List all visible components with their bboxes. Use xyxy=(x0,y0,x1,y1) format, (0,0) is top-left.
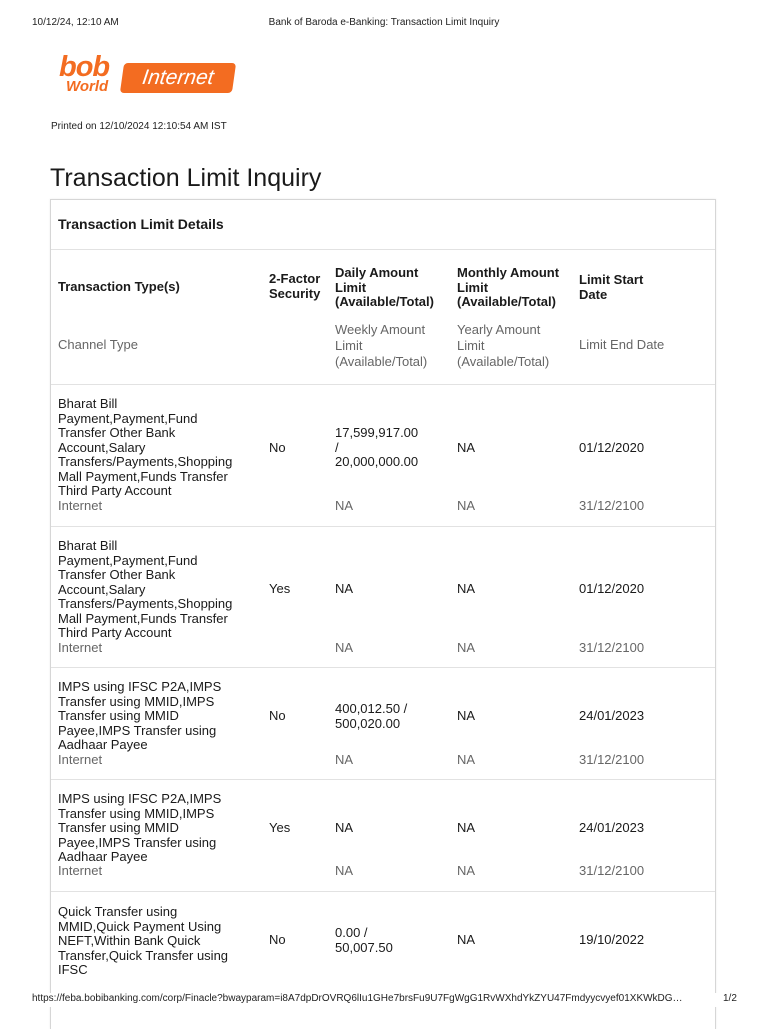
row-channel: Internet xyxy=(58,863,103,878)
row-yearly-limit: NA xyxy=(457,498,476,513)
header-monthly-limit: Monthly Amount Limit (Available/Total) xyxy=(457,265,560,309)
print-header xyxy=(0,17,768,31)
row-transaction-types: IMPS using IFSC P2A,IMPS Transfer using MMID,IMPS Transfer using MMID Payee,IMPS Transfer using Aadhaar Payee xyxy=(58,679,222,752)
row-two-factor: No xyxy=(269,708,286,723)
table-row xyxy=(51,385,715,527)
row-yearly-limit: NA xyxy=(457,640,476,655)
print-page-number: 1/2 xyxy=(723,993,737,1004)
row-weekly-limit: NA xyxy=(335,863,354,878)
row-transaction-types: IMPS using IFSC P2A,IMPS Transfer using MMID,IMPS Transfer using MMID Payee,IMPS Transfer using Aadhaar Payee xyxy=(58,791,222,864)
row-transaction-types: Bharat Bill Payment,Payment,Fund Transfer Other Bank Account,Salary Transfers/Payments,Shopping Mall Payment,Funds Transfer Third Party Account xyxy=(58,396,233,498)
row-channel: Internet xyxy=(58,640,103,655)
row-yearly-limit: NA xyxy=(457,752,476,767)
row-end-date: 31/12/2100 xyxy=(579,752,645,767)
row-two-factor: Yes xyxy=(269,581,291,596)
row-monthly-limit: NA xyxy=(457,932,476,947)
header-daily-limit: Daily Amount Limit (Available/Total) xyxy=(335,265,434,309)
row-weekly-limit: NA xyxy=(335,752,354,767)
row-monthly-limit: NA xyxy=(457,440,476,455)
table-header-row xyxy=(51,250,715,385)
header-weekly-limit: Weekly Amount Limit (Available/Total) xyxy=(335,322,428,369)
row-two-factor: No xyxy=(269,932,286,947)
row-daily-limit: 400,012.50 / 500,020.00 xyxy=(335,701,408,731)
row-yearly-limit: NA xyxy=(457,863,476,878)
card-header xyxy=(51,200,715,250)
logo-bob-text: bob xyxy=(59,51,110,83)
row-weekly-limit: NA xyxy=(335,498,354,513)
row-monthly-limit: NA xyxy=(457,581,476,596)
row-monthly-limit: NA xyxy=(457,820,476,835)
row-two-factor: Yes xyxy=(269,820,291,835)
row-end-date: 31/12/2100 xyxy=(579,498,645,513)
card-heading: Transaction Limit Details xyxy=(58,216,224,232)
row-end-date: 31/12/2100 xyxy=(579,640,645,655)
header-yearly-limit: Yearly Amount Limit (Available/Total) xyxy=(457,322,550,369)
row-start-date: 01/12/2020 xyxy=(579,581,645,596)
header-two-factor: 2-Factor Security xyxy=(269,271,321,301)
row-start-date: 24/01/2023 xyxy=(579,820,645,835)
printed-on-text: Printed on 12/10/2024 12:10:54 AM IST xyxy=(51,121,227,132)
row-channel: Internet xyxy=(58,752,103,767)
row-daily-limit: NA xyxy=(335,581,354,596)
header-channel-type: Channel Type xyxy=(58,337,138,352)
print-timestamp: 10/12/24, 12:10 AM xyxy=(32,17,119,28)
row-two-factor: No xyxy=(269,440,286,455)
row-daily-limit: NA xyxy=(335,820,354,835)
table-row xyxy=(51,780,715,892)
row-end-date: 31/12/2100 xyxy=(579,863,645,878)
print-footer xyxy=(0,993,768,1007)
print-footer-url: https://feba.bobibanking.com/corp/Finacle?bwayparam=i8A7dpDrOVRQ6lIu1GHe7brsFu9U7FgWgG1RvWXhdYkZYU47Fmdyycvyef01XKWkDG… xyxy=(32,993,683,1004)
row-start-date: 19/10/2022 xyxy=(579,932,645,947)
row-transaction-types: Quick Transfer using MMID,Quick Payment Using NEFT,Within Bank Quick Transfer,Quick Transfer using IFSC xyxy=(58,904,229,977)
row-start-date: 24/01/2023 xyxy=(579,708,645,723)
row-weekly-limit: NA xyxy=(335,640,354,655)
row-daily-limit: 0.00 / 50,007.50 xyxy=(335,925,393,955)
print-page-title: Bank of Baroda e-Banking: Transaction Limit Inquiry xyxy=(268,17,500,28)
transaction-limit-card xyxy=(50,199,716,1029)
row-monthly-limit: NA xyxy=(457,708,476,723)
header-limit-end-date: Limit End Date xyxy=(579,337,665,352)
logo-internet-badge: Internet xyxy=(120,63,236,93)
row-transaction-types: Bharat Bill Payment,Payment,Fund Transfer Other Bank Account,Salary Transfers/Payments,Shopping Mall Payment,Funds Transfer Third Party Account xyxy=(58,538,233,640)
header-transaction-type: Transaction Type(s) xyxy=(58,279,180,294)
header-limit-start-date: Limit Start Date xyxy=(579,272,644,302)
logo-world-text: World xyxy=(66,78,109,95)
page-title: Transaction Limit Inquiry xyxy=(50,164,322,192)
bob-world-internet-logo xyxy=(59,51,239,100)
row-daily-limit: 17,599,917.00 / 20,000,000.00 xyxy=(335,425,419,469)
table-row xyxy=(51,668,715,780)
table-row xyxy=(51,892,715,1029)
table-row xyxy=(51,527,715,668)
row-channel: Internet xyxy=(58,498,103,513)
row-start-date: 01/12/2020 xyxy=(579,440,645,455)
